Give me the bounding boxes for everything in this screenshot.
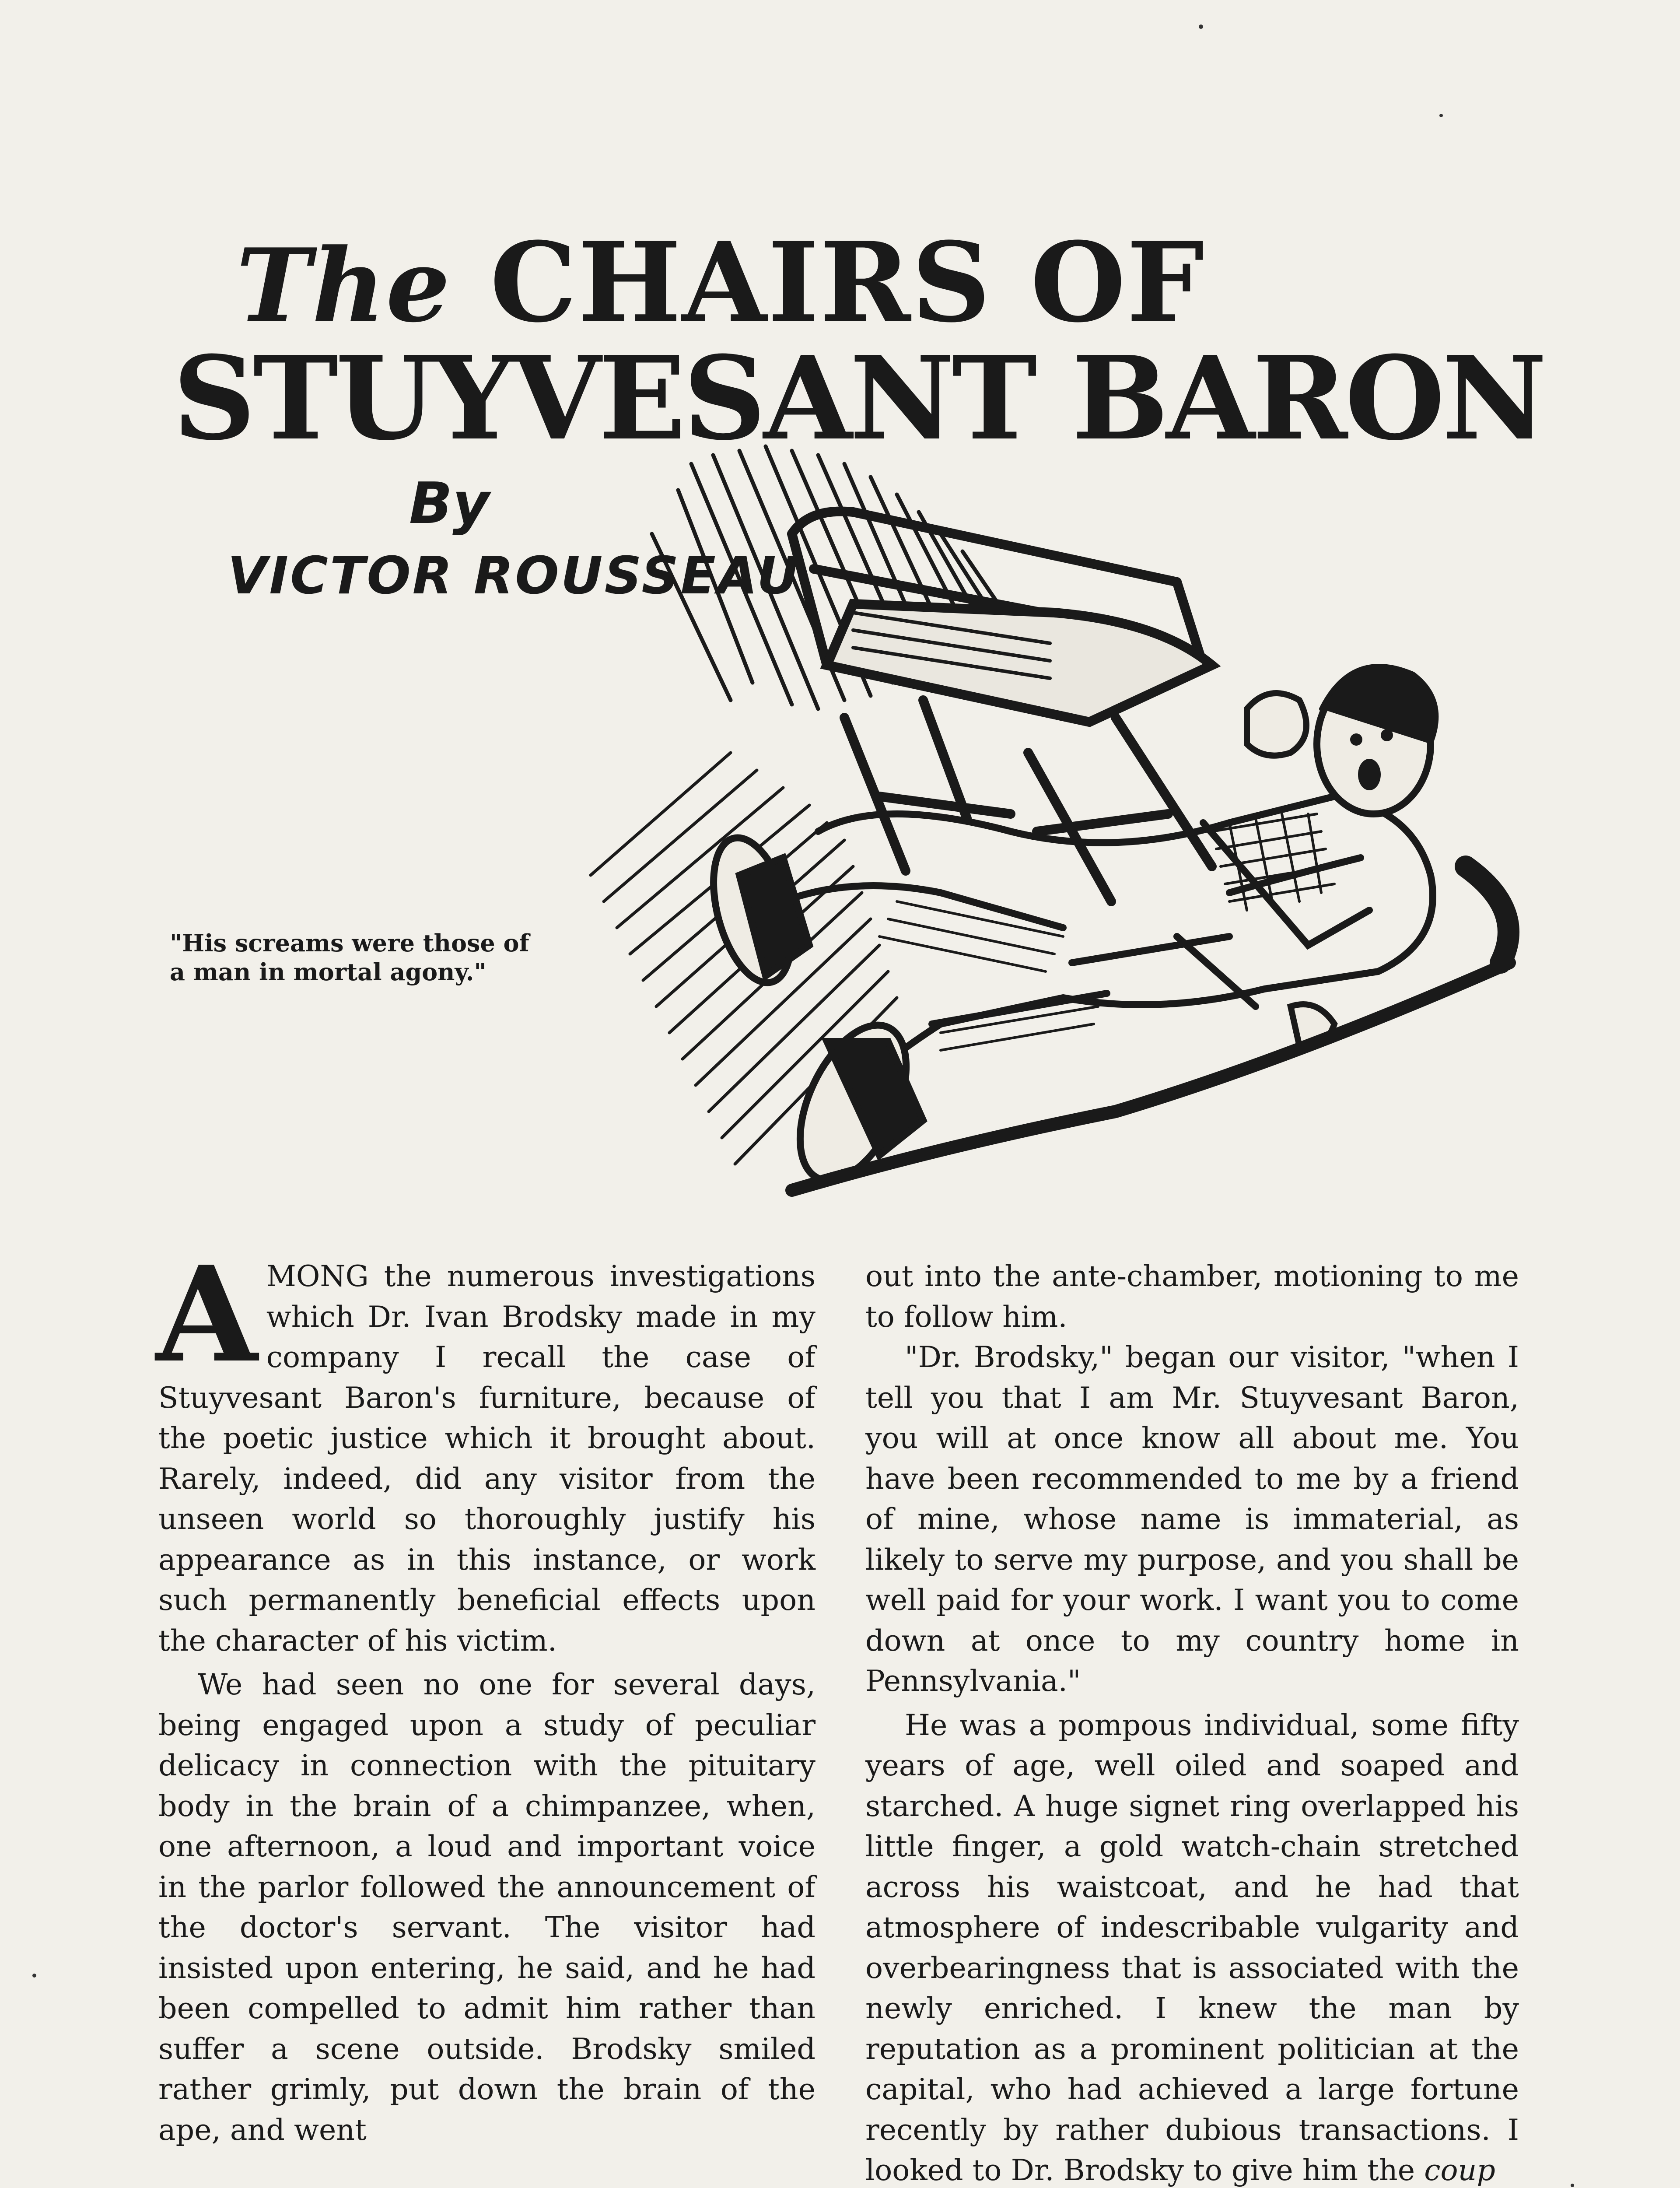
story-title-line-1 <box>236 219 1374 349</box>
title-chairs-of: CHAIRS OF <box>490 218 1205 347</box>
body-column-right <box>865 1256 1519 2188</box>
print-speck <box>1571 2184 1574 2187</box>
author-name: VICTOR ROUSSEAU <box>228 545 801 606</box>
drop-cap: A <box>156 1237 258 1392</box>
print-speck <box>1199 25 1203 29</box>
paragraph-2: We had seen no one for several days, being engaged upon a study of peculiar delicacy in connection with the pituitary body in the brain of a chimpanzee, when, one afternoon, a loud and important voice in the parlor followed the announcement of the doctor's servant. The visitor had insisted upon entering, he said, and he had been compelled to admit him rather than suffer a scene outside. Brodsky smiled rather grimly, put down the brain of the ape, and went <box>158 1667 816 2147</box>
story-title-line-2: STUYVESANT BARON <box>173 331 1544 466</box>
paragraph-5-italic: coup <box>1424 2153 1495 2187</box>
man-falling-from-chair-icon <box>547 438 1531 1217</box>
print-speck <box>1439 114 1443 117</box>
paragraph-1-text: MONG the numerous investigations which Dr. Ivan Brodsky made in my company I recall the case of Stuyvesant Baron's furniture, because of the poetic justice which it brought about. Rarely, indeed, did any visitor from the unseen world so thoroughly justify his appearance as in this instance, or work such permanently beneficial effects upon the character of his victim. <box>158 1259 816 1658</box>
body-column-left <box>156 1237 816 2150</box>
paragraph-1 <box>156 1237 816 1661</box>
paragraph-5 <box>865 1705 1519 2188</box>
man-head <box>1317 666 1436 814</box>
title-the: The <box>236 227 451 345</box>
paragraph-5-text: He was a pompous individual, some fifty years of age, well oiled and soaped and starched. A huge signet ring overlapped his little finger, a gold watch-chain stretched across his waistcoat, and he had that atmosphere of indescribable vulgarity and overbearingness that is associated with the newly enriched. I knew the man by reputation as a prominent politician at the capital, who had achieved a large fortune recently by rather dubious transactions. I looked to Dr. Brodsky to give him the <box>865 1708 1519 2187</box>
paragraph-4: "Dr. Brodsky," began our visitor, "when I tell you that I am Mr. Stuyvesant Baron, you will at once know all about me. You have been recommended to me by a friend of mine, whose name is immaterial, as likely to serve my purpose, and you shall be well paid for your work. I want you to come down at once to my country home in Pennsylvania." <box>865 1340 1519 1698</box>
paragraph-3: out into the ante-chamber, motioning to me to follow him. <box>865 1259 1519 1334</box>
byline-by: By <box>409 470 490 536</box>
print-speck <box>32 1974 36 1978</box>
illustration-caption: "His screams were those of a man in mortal agony." <box>170 929 529 986</box>
